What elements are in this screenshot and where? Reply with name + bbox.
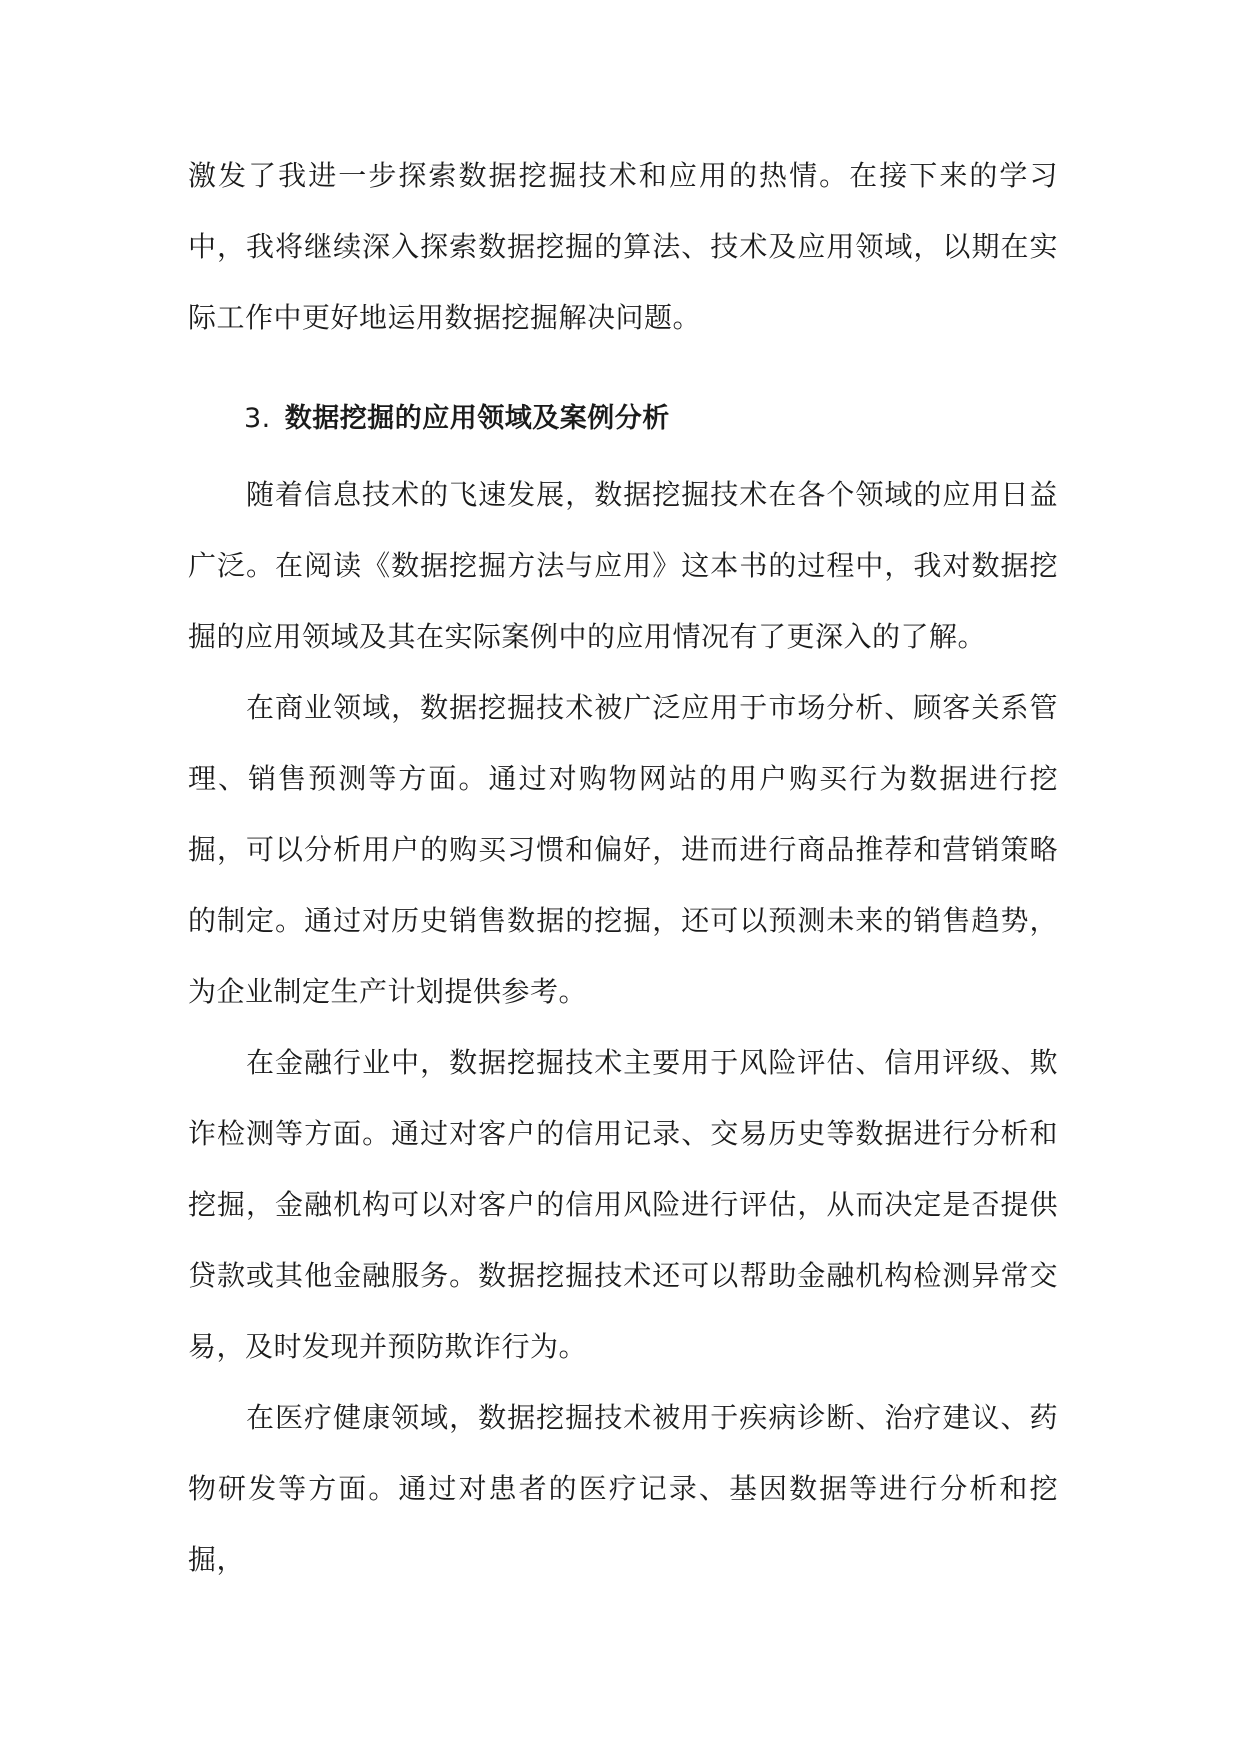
paragraph-intro: 随着信息技术的飞速发展，数据挖掘技术在各个领域的应用日益广泛。在阅读《数据挖掘方法与应用》这本书的过程中，我对数据挖掘的应用领域及其在实际案例中的应用情况有了更深入的了解。 bbox=[188, 478, 1058, 653]
section-title: 数据挖掘的应用领域及案例分析 bbox=[284, 403, 670, 434]
continuation-paragraph: 激发了我进一步探索数据挖掘技术和应用的热情。在接下来的学习中，我将继续深入探索数据挖掘的算法、技术及应用领域，以期在实际工作中更好地运用数据挖掘解决问题。 bbox=[188, 159, 1058, 334]
paragraph-healthcare: 在医疗健康领域，数据挖掘技术被用于疾病诊断、治疗建议、药物研发等方面。通过对患者的医疗记录、基因数据等进行分析和挖掘， bbox=[188, 1401, 1058, 1576]
section-heading bbox=[188, 389, 1058, 449]
paragraph-business: 在商业领域，数据挖掘技术被广泛应用于市场分析、顾客关系管理、销售预测等方面。通过对购物网站的用户购买行为数据进行挖掘，可以分析用户的购买习惯和偏好，进而进行商品推荐和营销策略的制定。通过对历史销售数据的挖掘，还可以预测未来的销售趋势，为企业制定生产计划提供参考。 bbox=[188, 691, 1058, 1008]
paragraph-finance: 在金融行业中，数据挖掘技术主要用于风险评估、信用评级、欺诈检测等方面。通过对客户的信用记录、交易历史等数据进行分析和挖掘，金融机构可以对客户的信用风险进行评估，从而决定是否提供贷款或其他金融服务。数据挖掘技术还可以帮助金融机构检测异常交易，及时发现并预防欺诈行为。 bbox=[188, 1046, 1058, 1363]
page-content bbox=[188, 140, 1058, 1595]
section-number: 3. bbox=[244, 403, 271, 434]
